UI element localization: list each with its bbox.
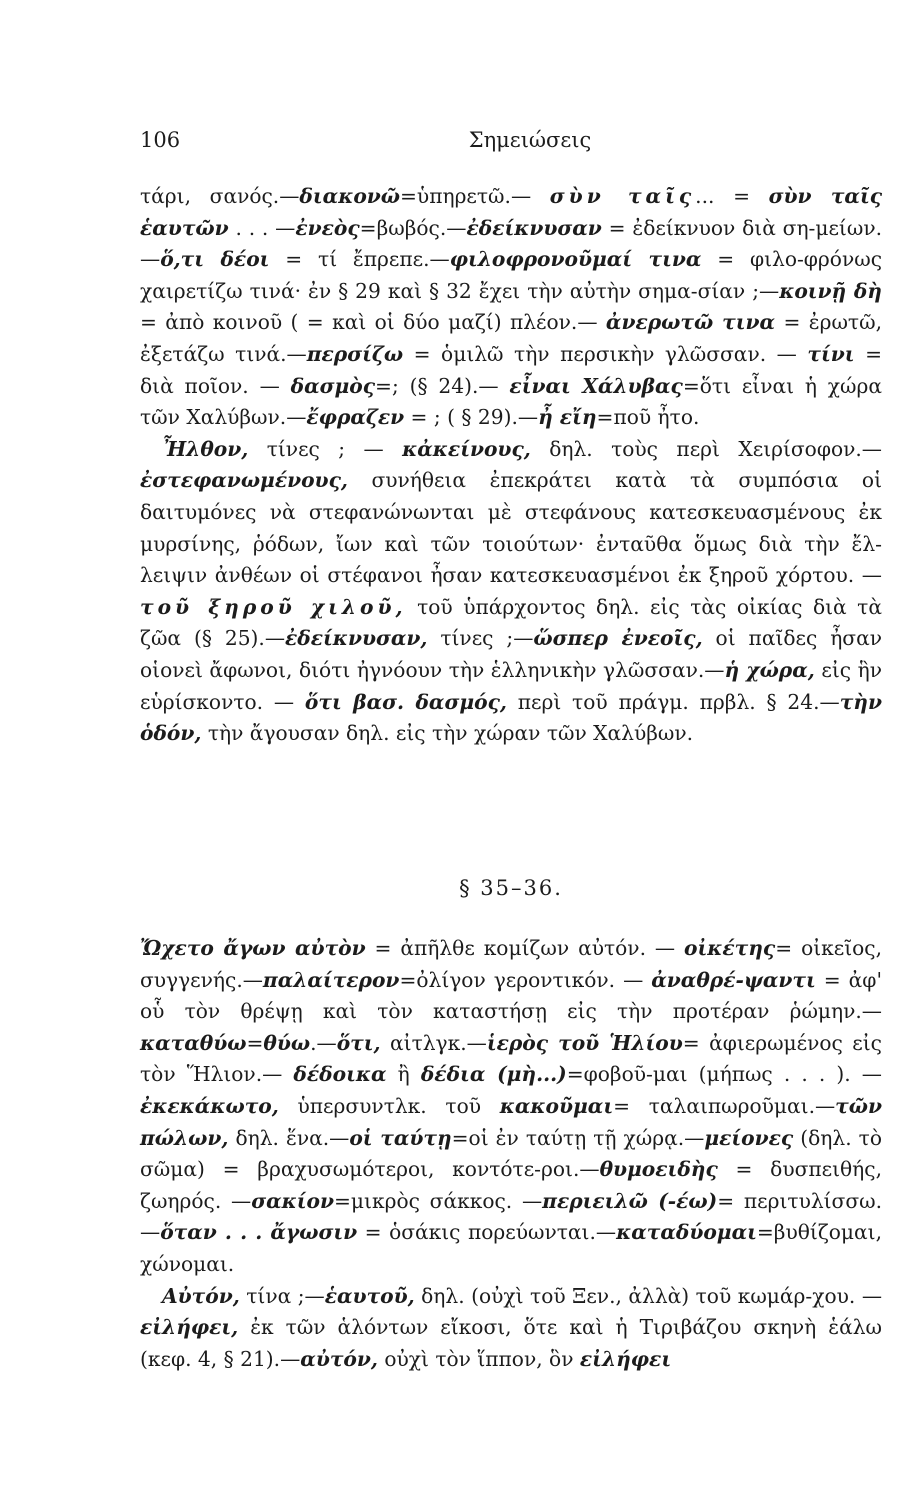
text-run: (δηλ. τὸ σῶμα) = βραχυσωμότεροι, κοντότε-ροι.— [140, 1125, 882, 1182]
text-run: = δυσπειθής, ζωηρός. — [140, 1157, 882, 1213]
text-run: = [246, 1030, 264, 1055]
bold-term: ἐδείκνυσαν, [285, 626, 428, 651]
paragraph [140, 1281, 882, 1376]
bold-term: ἀνερωτῶ τινα [605, 310, 776, 335]
paragraph [140, 933, 882, 1281]
text-run: ἐκ τῶν ἁλόντων εἴκοσι, ὅτε καὶ ἡ Τιριβάζου σκηνὴ ἑάλω (κεφ. 4, § 21).— [140, 1315, 882, 1371]
bold-term: φιλοφρονοῦμαί τινα [449, 247, 702, 272]
bold-term: ἐστεφανωμένους, [140, 468, 348, 493]
bold-term: διακονῶ [299, 184, 401, 208]
text-run: δηλ. τοὺς περὶ Χειρίσοφον.— [530, 436, 882, 461]
bold-term: κοινῇ δὴ [779, 278, 882, 303]
bold-term: ἱερὸς τοῦ Ἡλίου [486, 1030, 683, 1055]
bold-term: περσίζω [306, 341, 404, 366]
text-run: = οἰκεῖος, συγγενής.— [140, 936, 883, 992]
text-run: = ταλαιπωροῦμαι.— [613, 1093, 836, 1118]
bold-term: Ὤχετο ἄγων αὐτὸν [140, 936, 366, 960]
bold-term: καταδύομαι [616, 1220, 757, 1245]
text-run: =; (§ 24).— [375, 373, 510, 398]
bold-term: σὺν ταῖς [549, 184, 696, 208]
bold-term: τίνι [807, 341, 855, 366]
bold-term: κἀκείνους, [402, 436, 531, 461]
bold-term: θύω [263, 1030, 311, 1055]
bold-term: θυμοειδὴς [599, 1157, 718, 1182]
text-run: =βυθίζομαι, χώνομαι. [140, 1220, 882, 1276]
text-run: = ἀπὸ κοινοῦ ( = καὶ οἱ δύο μαζί) πλέον.— [140, 310, 606, 335]
bold-term: ἡ χώρα, [724, 657, 815, 682]
bold-term: τὴν ὁδόν, [140, 689, 882, 746]
text-run: = ἀφ' οὗ τὸν θρέψῃ καὶ τὸν καταστήσῃ εἰς τὴν προτέραν ῥώμην.— [140, 967, 882, 1024]
bold-term: ὥσπερ ἐνεοῖς, [533, 626, 703, 651]
bold-term: κακοῦμαι [499, 1093, 614, 1118]
text-run: ... = [695, 184, 769, 208]
text-run: =οἱ ἐν ταύτῃ τῇ χώρᾳ.— [451, 1125, 705, 1150]
text-run: τίνα ;— [239, 1283, 325, 1308]
bold-term: παλαίτερον [262, 967, 400, 992]
section-heading: § 35–36. [459, 876, 563, 900]
paragraph [140, 434, 882, 750]
text-run: τίνες ; — [248, 436, 403, 461]
bold-term: καταθύω [140, 1030, 247, 1055]
bold-term: δέδια (μὴ...) [420, 1062, 567, 1087]
text-run: συνήθεια ἐπεκράτει κατὰ τὰ συμπόσια οἱ δαιτυμόνες νὰ στεφανώνωνται μὲ στεφάνους κατεσκευασμένους ἐκ μυρσίνης, ῥόδων, ἴων καὶ τῶν τοιούτων· ἐνταῦθα ὅμως διὰ τὴν ἔλ-λειψιν ἀνθέων οἱ στέφανοι ἦσαν κατεσκευασμένοι ἐκ ξηροῦ χόρτου. — [140, 468, 882, 588]
paragraph [140, 181, 882, 434]
text-run: = περιτυλίσσω.— [140, 1188, 882, 1245]
text-run: = ἐρωτῶ, ἐξετάζω τινά.— [140, 310, 882, 366]
text-run: = ἐδείκνυον διὰ ση-μείων.— [140, 215, 883, 272]
text-run: αἰτλγκ.— [380, 1030, 487, 1055]
bold-term: ἑαυτοῦ, [324, 1283, 415, 1308]
bold-term: ὅταν . . . ἄγωσιν [160, 1220, 358, 1245]
text-run: =βωβός.— [359, 215, 467, 240]
bold-term: Ἦλθον, [162, 436, 249, 461]
text-run: .— [310, 1030, 337, 1055]
bold-term: δέδοικα [293, 1062, 387, 1087]
bold-term: οἰκέτης [684, 936, 776, 960]
bold-term: περιειλῶ (-έω) [542, 1188, 718, 1213]
bold-term: μείονες [704, 1125, 794, 1150]
bold-term: ὅτι βασ. δασμός, [304, 689, 507, 714]
bold-term: ἐδείκνυσαν [466, 215, 602, 240]
bold-term: ἀναθρέ-ψαντι [651, 967, 816, 992]
text-run: τοῦ ὑπάρχοντος δηλ. εἰς τὰς οἰκίας διὰ τὰ ζῶα (§ 25).— [140, 594, 882, 651]
text-run: ὑπερσυντλκ. τοῦ [278, 1093, 500, 1118]
text-run: = ὁσάκις πορεύωνται.— [357, 1220, 617, 1245]
text-run: εἰς ἣν εὑρίσκοντο. — [140, 657, 882, 714]
bold-term: αὐτόν, [300, 1346, 378, 1371]
bold-term: τοῦ ξηροῦ χιλοῦ, [140, 594, 407, 619]
text-run: οὐχὶ τὸν ἵππον, ὃν [377, 1346, 580, 1371]
bold-term: σὺν ταῖς ἑαυτῶν [140, 184, 883, 240]
text-run: τάρι, σανός.— [140, 184, 300, 208]
text-run: δηλ. ἕνα.— [228, 1125, 350, 1150]
text-run: . . . — [228, 215, 296, 240]
text-run: περὶ τοῦ πράγμ. πρβλ. § 24.— [506, 689, 840, 714]
text-run: τὴν ἄγουσαν δηλ. εἰς τὴν χώραν τῶν Χαλύβων. [201, 721, 694, 746]
bold-term: σακίον [251, 1188, 335, 1213]
text-run: =ποῦ ἦτο. [596, 405, 700, 430]
notes-block-second [140, 933, 882, 1375]
notes-block-first [140, 181, 882, 750]
bold-term: ἐνεὸς [295, 215, 360, 240]
bold-term: ἔφραζεν [306, 405, 405, 430]
text-run: οἱ παῖδες ἦσαν οἱονεὶ ἄφωνοι, διότι ἠγνόουν τὴν ἑλληνικὴν γλῶσσαν.— [140, 626, 882, 682]
bold-term: οἱ ταύτῃ [349, 1125, 452, 1150]
bold-term: ὅ,τι δέοι [160, 247, 270, 272]
text-run: = τί ἔπρεπε.— [269, 247, 450, 272]
bold-term: ἦ εἴη [538, 405, 597, 430]
text-run: =ὅτι εἶναι ἡ χώρα τῶν Χαλύβων.— [140, 373, 882, 430]
text-run: =φοβοῦ-μαι (μήπως . . . ). — [566, 1062, 882, 1087]
text-run: = διὰ ποῖον. — [140, 341, 883, 398]
bold-term: εἰλήφει [579, 1346, 672, 1371]
text-run: ἢ [386, 1062, 421, 1087]
text-run: = ; ( § 29).— [404, 405, 539, 430]
text-run: = ἀπῆλθε κομίζων αὐτόν. — [365, 936, 685, 960]
running-title: Σημειώσεις [468, 128, 592, 152]
text-run: = ὁμιλῶ τὴν περσικὴν γλῶσσαν. — [403, 341, 808, 366]
text-run: =μικρὸς σάκκος. — [334, 1188, 543, 1213]
bold-term: ὅτι, [336, 1030, 381, 1055]
bold-term: τῶν πώλων, [140, 1093, 882, 1150]
bold-term: Αὐτόν, [162, 1283, 240, 1308]
text-run: = ἀφιερωμένος εἰς τὸν Ἥλιον.— [140, 1030, 882, 1087]
bold-term: εἶναι Χάλυβας [509, 373, 683, 398]
text-run: =ὀλίγον γεροντικόν. — [399, 967, 652, 992]
text-run: = φιλο-φρόνως χαιρετίζω τινά· ἐν § 29 καὶ § 32 ἔχει τὴν αὐτὴν σημα-σίαν ;— [140, 247, 882, 303]
page-header [140, 128, 880, 158]
page-number: 106 [140, 128, 181, 152]
bold-term: εἰλήφει, [140, 1315, 239, 1340]
bold-term: δασμὸς [290, 373, 376, 398]
text-run: τίνες ;— [427, 626, 534, 651]
text-run: =ὑπηρετῶ.— [400, 184, 550, 208]
bold-term: ἐκεκάκωτο, [140, 1093, 279, 1118]
text-run: δηλ. (οὐχὶ τοῦ Ξεν., ἀλλὰ) τοῦ κωμάρ-χου. — [414, 1283, 883, 1308]
